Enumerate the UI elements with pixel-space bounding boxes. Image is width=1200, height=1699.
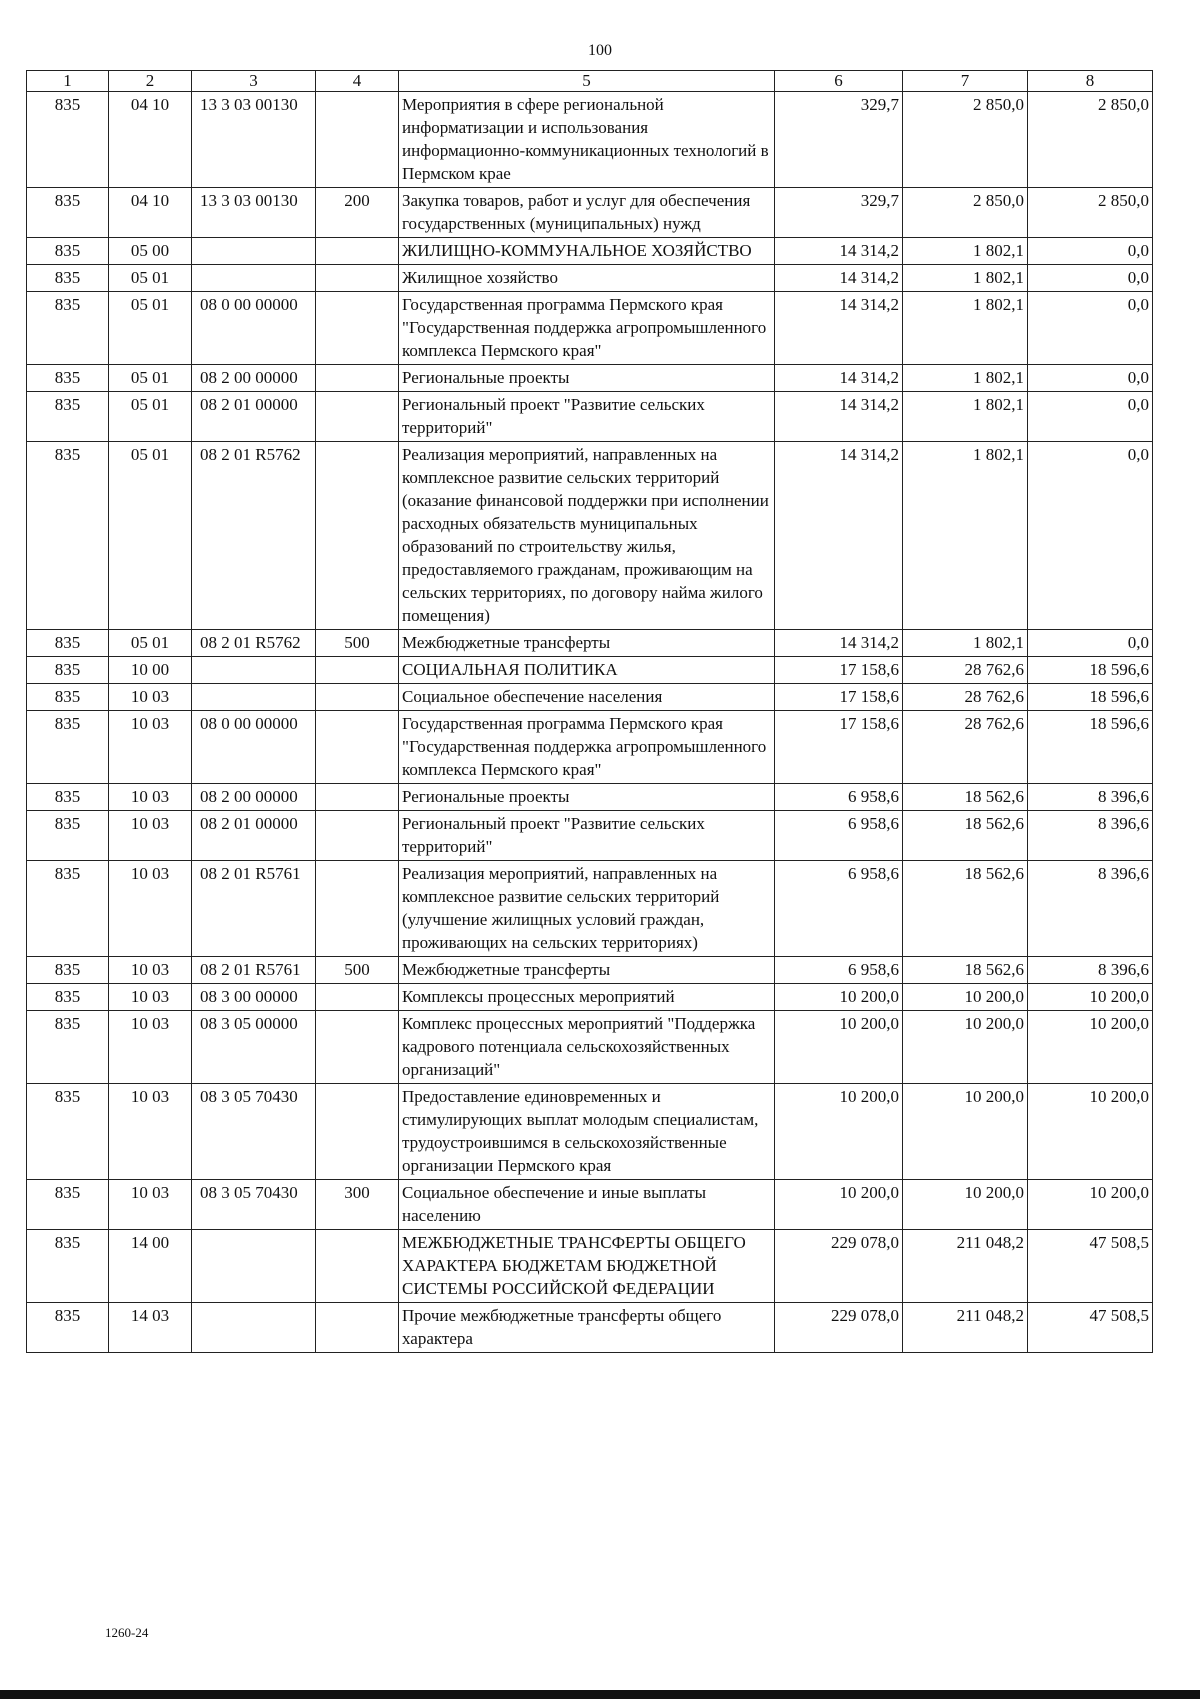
amount-col7-cell: 28 762,6: [903, 684, 1028, 711]
amount-col6-cell: 329,7: [775, 92, 903, 188]
amount-col6-cell: 14 314,2: [775, 392, 903, 442]
target-article-cell: 13 3 03 00130: [192, 188, 316, 238]
section-code-cell: 05 01: [109, 630, 192, 657]
expense-type-cell: [316, 92, 399, 188]
amount-col6-cell: 329,7: [775, 188, 903, 238]
expense-type-cell: [316, 292, 399, 365]
section-code-cell: 05 00: [109, 238, 192, 265]
column-header: 4: [316, 71, 399, 92]
section-code-cell: 14 00: [109, 1230, 192, 1303]
description-cell: МЕЖБЮДЖЕТНЫЕ ТРАНСФЕРТЫ ОБЩЕГО ХАРАКТЕРА БЮДЖЕТАМ БЮДЖЕТНОЙ СИСТЕМЫ РОССИЙСКОЙ ФЕДЕРАЦИИ: [399, 1230, 775, 1303]
description-cell: Межбюджетные трансферты: [399, 957, 775, 984]
expense-type-cell: [316, 442, 399, 630]
amount-col6-cell: 6 958,6: [775, 784, 903, 811]
section-code-cell: 05 01: [109, 442, 192, 630]
table-row: [27, 188, 1153, 238]
description-cell: Жилищное хозяйство: [399, 265, 775, 292]
expense-type-cell: [316, 265, 399, 292]
admin-code-cell: 835: [27, 1303, 109, 1353]
amount-col7-cell: 2 850,0: [903, 188, 1028, 238]
admin-code-cell: 835: [27, 1230, 109, 1303]
amount-col7-cell: 28 762,6: [903, 657, 1028, 684]
admin-code-cell: 835: [27, 1084, 109, 1180]
description-cell: Межбюджетные трансферты: [399, 630, 775, 657]
amount-col7-cell: 1 802,1: [903, 238, 1028, 265]
description-cell: Региональные проекты: [399, 784, 775, 811]
amount-col8-cell: 18 596,6: [1028, 684, 1153, 711]
expense-type-cell: [316, 784, 399, 811]
description-cell: СОЦИАЛЬНАЯ ПОЛИТИКА: [399, 657, 775, 684]
amount-col8-cell: 0,0: [1028, 238, 1153, 265]
column-header: 2: [109, 71, 192, 92]
column-header: 3: [192, 71, 316, 92]
admin-code-cell: 835: [27, 1180, 109, 1230]
section-code-cell: 10 00: [109, 657, 192, 684]
table-row: [27, 1180, 1153, 1230]
amount-col8-cell: 47 508,5: [1028, 1303, 1153, 1353]
admin-code-cell: 835: [27, 711, 109, 784]
expense-type-cell: [316, 1303, 399, 1353]
table-row: [27, 238, 1153, 265]
target-article-cell: 08 2 01 R5761: [192, 957, 316, 984]
amount-col7-cell: 1 802,1: [903, 265, 1028, 292]
amount-col7-cell: 18 562,6: [903, 811, 1028, 861]
expense-type-cell: 300: [316, 1180, 399, 1230]
section-code-cell: 10 03: [109, 984, 192, 1011]
expense-type-cell: [316, 711, 399, 784]
amount-col6-cell: 10 200,0: [775, 1084, 903, 1180]
expense-type-cell: [316, 392, 399, 442]
amount-col8-cell: 2 850,0: [1028, 188, 1153, 238]
section-code-cell: 10 03: [109, 957, 192, 984]
amount-col6-cell: 10 200,0: [775, 984, 903, 1011]
admin-code-cell: 835: [27, 188, 109, 238]
amount-col8-cell: 47 508,5: [1028, 1230, 1153, 1303]
amount-col8-cell: 10 200,0: [1028, 1084, 1153, 1180]
table-row: [27, 92, 1153, 188]
admin-code-cell: 835: [27, 684, 109, 711]
table-row: [27, 442, 1153, 630]
section-code-cell: 04 10: [109, 188, 192, 238]
description-cell: ЖИЛИЩНО-КОММУНАЛЬНОЕ ХОЗЯЙСТВО: [399, 238, 775, 265]
table-row: [27, 392, 1153, 442]
amount-col6-cell: 229 078,0: [775, 1303, 903, 1353]
amount-col6-cell: 17 158,6: [775, 684, 903, 711]
table-row: [27, 365, 1153, 392]
expense-type-cell: [316, 984, 399, 1011]
amount-col6-cell: 10 200,0: [775, 1011, 903, 1084]
amount-col8-cell: 8 396,6: [1028, 811, 1153, 861]
section-code-cell: 05 01: [109, 292, 192, 365]
table-row: [27, 957, 1153, 984]
amount-col6-cell: 14 314,2: [775, 265, 903, 292]
column-header: 6: [775, 71, 903, 92]
target-article-cell: 08 0 00 00000: [192, 292, 316, 365]
target-article-cell: [192, 265, 316, 292]
description-cell: Комплексы процессных мероприятий: [399, 984, 775, 1011]
admin-code-cell: 835: [27, 657, 109, 684]
description-cell: Реализация мероприятий, направленных на комплексное развитие сельских территорий (оказание финансовой поддержки при исполнении расходных обязательств муниципальных образований по строительству жилья, предоставляемого гражданам, проживающим на сельских территориях, по договору найма жилого помещения): [399, 442, 775, 630]
section-code-cell: 05 01: [109, 265, 192, 292]
amount-col6-cell: 14 314,2: [775, 442, 903, 630]
table-header-row: [27, 71, 1153, 92]
amount-col7-cell: 18 562,6: [903, 957, 1028, 984]
description-cell: Социальное обеспечение населения: [399, 684, 775, 711]
admin-code-cell: 835: [27, 957, 109, 984]
section-code-cell: 10 03: [109, 861, 192, 957]
expense-type-cell: 500: [316, 630, 399, 657]
amount-col7-cell: 10 200,0: [903, 984, 1028, 1011]
admin-code-cell: 835: [27, 292, 109, 365]
admin-code-cell: 835: [27, 861, 109, 957]
section-code-cell: 10 03: [109, 684, 192, 711]
amount-col6-cell: 10 200,0: [775, 1180, 903, 1230]
section-code-cell: 10 03: [109, 811, 192, 861]
amount-col8-cell: 8 396,6: [1028, 784, 1153, 811]
target-article-cell: 08 2 00 00000: [192, 365, 316, 392]
description-cell: Реализация мероприятий, направленных на комплексное развитие сельских территорий (улучшение жилищных условий граждан, проживающих на сельских территориях): [399, 861, 775, 957]
amount-col6-cell: 6 958,6: [775, 957, 903, 984]
description-cell: Прочие межбюджетные трансферты общего характера: [399, 1303, 775, 1353]
amount-col6-cell: 17 158,6: [775, 657, 903, 684]
expense-type-cell: [316, 1011, 399, 1084]
amount-col8-cell: 0,0: [1028, 442, 1153, 630]
admin-code-cell: 835: [27, 630, 109, 657]
expense-type-cell: [316, 684, 399, 711]
amount-col8-cell: 10 200,0: [1028, 1011, 1153, 1084]
admin-code-cell: 835: [27, 984, 109, 1011]
column-header: 7: [903, 71, 1028, 92]
description-cell: Мероприятия в сфере региональной информатизации и использования информационно-коммуникационных технологий в Пермском крае: [399, 92, 775, 188]
description-cell: Социальное обеспечение и иные выплаты населению: [399, 1180, 775, 1230]
admin-code-cell: 835: [27, 392, 109, 442]
section-code-cell: 14 03: [109, 1303, 192, 1353]
expense-type-cell: [316, 1084, 399, 1180]
admin-code-cell: 835: [27, 265, 109, 292]
admin-code-cell: 835: [27, 784, 109, 811]
description-cell: Региональный проект "Развитие сельских территорий": [399, 392, 775, 442]
amount-col8-cell: 18 596,6: [1028, 711, 1153, 784]
page-number: 100: [588, 42, 612, 59]
amount-col7-cell: 18 562,6: [903, 861, 1028, 957]
amount-col8-cell: 0,0: [1028, 292, 1153, 365]
document-code: 1260-24: [105, 1625, 149, 1640]
admin-code-cell: 835: [27, 442, 109, 630]
table-row: [27, 1011, 1153, 1084]
table-row: [27, 657, 1153, 684]
table-row: [27, 684, 1153, 711]
description-cell: Государственная программа Пермского края "Государственная поддержка агропромышленного комплекса Пермского края": [399, 292, 775, 365]
expense-type-cell: [316, 861, 399, 957]
target-article-cell: 08 2 01 00000: [192, 392, 316, 442]
section-code-cell: 10 03: [109, 784, 192, 811]
section-code-cell: 10 03: [109, 1011, 192, 1084]
amount-col7-cell: 1 802,1: [903, 365, 1028, 392]
target-article-cell: 08 3 05 00000: [192, 1011, 316, 1084]
description-cell: Региональные проекты: [399, 365, 775, 392]
admin-code-cell: 835: [27, 92, 109, 188]
amount-col8-cell: 18 596,6: [1028, 657, 1153, 684]
admin-code-cell: 835: [27, 365, 109, 392]
table-row: [27, 711, 1153, 784]
table-row: [27, 265, 1153, 292]
amount-col6-cell: 17 158,6: [775, 711, 903, 784]
table-row: [27, 1230, 1153, 1303]
amount-col6-cell: 229 078,0: [775, 1230, 903, 1303]
table-row: [27, 984, 1153, 1011]
target-article-cell: 08 2 00 00000: [192, 784, 316, 811]
amount-col7-cell: 1 802,1: [903, 442, 1028, 630]
amount-col8-cell: 0,0: [1028, 630, 1153, 657]
table-body: [27, 92, 1153, 1353]
target-article-cell: 13 3 03 00130: [192, 92, 316, 188]
target-article-cell: 08 3 00 00000: [192, 984, 316, 1011]
table-row: [27, 784, 1153, 811]
amount-col8-cell: 2 850,0: [1028, 92, 1153, 188]
amount-col8-cell: 0,0: [1028, 265, 1153, 292]
amount-col8-cell: 8 396,6: [1028, 861, 1153, 957]
table-row: [27, 861, 1153, 957]
amount-col6-cell: 6 958,6: [775, 811, 903, 861]
table-row: [27, 292, 1153, 365]
amount-col7-cell: 211 048,2: [903, 1303, 1028, 1353]
table-row: [27, 1084, 1153, 1180]
target-article-cell: 08 2 01 00000: [192, 811, 316, 861]
expense-type-cell: 200: [316, 188, 399, 238]
budget-table: [26, 70, 1153, 1353]
description-cell: Комплекс процессных мероприятий "Поддержка кадрового потенциала сельскохозяйственных организаций": [399, 1011, 775, 1084]
table-row: [27, 1303, 1153, 1353]
amount-col8-cell: 8 396,6: [1028, 957, 1153, 984]
target-article-cell: [192, 657, 316, 684]
target-article-cell: 08 2 01 R5761: [192, 861, 316, 957]
column-header: 5: [399, 71, 775, 92]
amount-col8-cell: 0,0: [1028, 392, 1153, 442]
target-article-cell: [192, 238, 316, 265]
amount-col7-cell: 10 200,0: [903, 1011, 1028, 1084]
table-row: [27, 630, 1153, 657]
amount-col6-cell: 14 314,2: [775, 238, 903, 265]
expense-type-cell: [316, 811, 399, 861]
amount-col7-cell: 211 048,2: [903, 1230, 1028, 1303]
section-code-cell: 10 03: [109, 711, 192, 784]
amount-col7-cell: 18 562,6: [903, 784, 1028, 811]
amount-col6-cell: 14 314,2: [775, 292, 903, 365]
table-row: [27, 811, 1153, 861]
amount-col6-cell: 14 314,2: [775, 630, 903, 657]
description-cell: Закупка товаров, работ и услуг для обеспечения государственных (муниципальных) нужд: [399, 188, 775, 238]
target-article-cell: [192, 684, 316, 711]
section-code-cell: 05 01: [109, 392, 192, 442]
expense-type-cell: [316, 657, 399, 684]
admin-code-cell: 835: [27, 1011, 109, 1084]
section-code-cell: 04 10: [109, 92, 192, 188]
expense-type-cell: [316, 365, 399, 392]
expense-type-cell: 500: [316, 957, 399, 984]
target-article-cell: 08 3 05 70430: [192, 1180, 316, 1230]
amount-col8-cell: 0,0: [1028, 365, 1153, 392]
amount-col8-cell: 10 200,0: [1028, 984, 1153, 1011]
description-cell: Региональный проект "Развитие сельских территорий": [399, 811, 775, 861]
amount-col7-cell: 2 850,0: [903, 92, 1028, 188]
scan-border: [0, 1690, 1200, 1699]
description-cell: Государственная программа Пермского края "Государственная поддержка агропромышленного комплекса Пермского края": [399, 711, 775, 784]
admin-code-cell: 835: [27, 238, 109, 265]
expense-type-cell: [316, 238, 399, 265]
amount-col7-cell: 28 762,6: [903, 711, 1028, 784]
description-cell: Предоставление единовременных и стимулирующих выплат молодым специалистам, трудоустроившимся в сельскохозяйственные организации Пермского края: [399, 1084, 775, 1180]
amount-col7-cell: 10 200,0: [903, 1084, 1028, 1180]
target-article-cell: 08 3 05 70430: [192, 1084, 316, 1180]
amount-col7-cell: 1 802,1: [903, 292, 1028, 365]
admin-code-cell: 835: [27, 811, 109, 861]
amount-col6-cell: 14 314,2: [775, 365, 903, 392]
amount-col7-cell: 10 200,0: [903, 1180, 1028, 1230]
amount-col8-cell: 10 200,0: [1028, 1180, 1153, 1230]
column-header: 8: [1028, 71, 1153, 92]
column-header: 1: [27, 71, 109, 92]
amount-col7-cell: 1 802,1: [903, 630, 1028, 657]
expense-type-cell: [316, 1230, 399, 1303]
target-article-cell: 08 0 00 00000: [192, 711, 316, 784]
target-article-cell: [192, 1230, 316, 1303]
section-code-cell: 10 03: [109, 1084, 192, 1180]
amount-col6-cell: 6 958,6: [775, 861, 903, 957]
target-article-cell: 08 2 01 R5762: [192, 442, 316, 630]
amount-col7-cell: 1 802,1: [903, 392, 1028, 442]
section-code-cell: 05 01: [109, 365, 192, 392]
target-article-cell: [192, 1303, 316, 1353]
target-article-cell: 08 2 01 R5762: [192, 630, 316, 657]
section-code-cell: 10 03: [109, 1180, 192, 1230]
